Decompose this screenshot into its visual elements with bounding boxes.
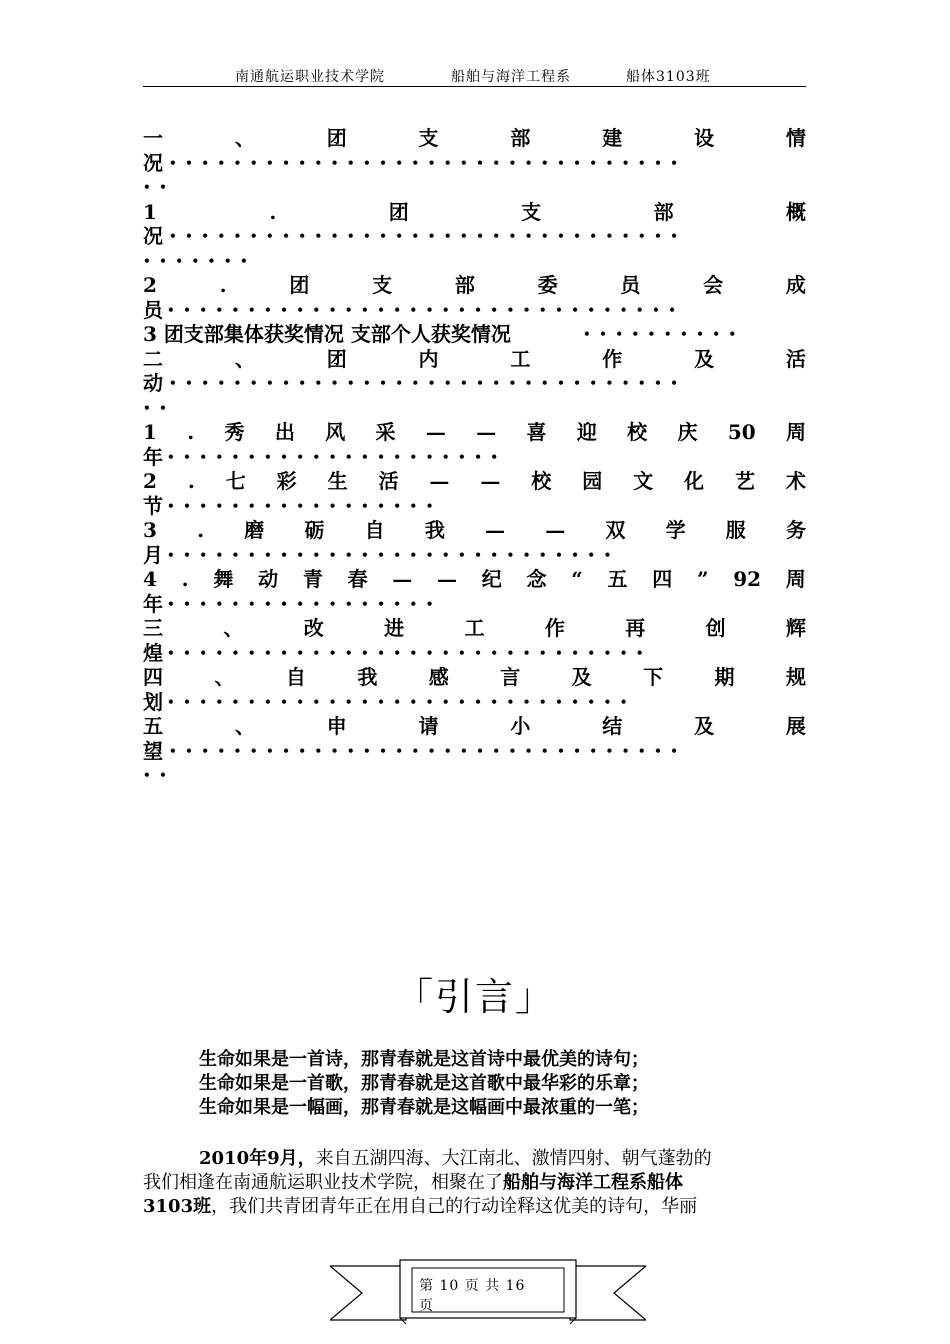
para-text: 我们相逢在南通航运职业技术学院，相聚在了 [143,1172,503,1193]
toc-entry-text: 2 . 团 支 部 委 员 会 成 [143,273,806,297]
toc-line [143,371,806,396]
toc-entry-text: 划 [143,689,163,714]
toc-line [143,126,806,151]
toc-line [143,592,806,617]
toc-line [143,690,806,715]
poem-line: 生命如果是一首歌，那青春就是这首歌中最华彩的乐章； [199,1073,649,1094]
toc-line [143,273,806,298]
toc-line [143,567,806,592]
toc-line [143,396,806,421]
toc-line [143,200,806,225]
para-text: ，我们共青团青年正在用自己的行动诠释这优美的诗句，华丽 [211,1196,698,1217]
toc-line [143,322,806,347]
toc-dot-leader: ••••••••••••••••••••••••••••• [167,694,636,709]
toc-line [143,469,806,494]
toc-entry-text: 况 [143,150,163,175]
toc-entry-text: 况 [143,224,163,248]
toc-line [143,616,806,641]
poem-line: 生命如果是一首诗，那青春就是这首诗中最优美的诗句； [199,1049,649,1070]
toc-dot-leader: •••••••••••••••••••••••••••••• [167,645,653,660]
header-school: 南通航运职业技术学院 [235,69,385,85]
toc-line [143,739,806,764]
toc-entry-text: 1 . 秀 出 风 采 — — 喜 迎 校 庆 50 周 [143,420,806,444]
para-text: 来自五湖四海、大江南北、激情四射、朝气蓬勃的 [315,1148,712,1169]
toc-entry-text: 煌 [143,640,163,665]
toc-line [143,494,806,519]
toc-dot-leader: ••••••••••••••••• [167,596,442,611]
toc-dot-leader: ••••••• [143,253,257,268]
toc-dot-leader: •••••••••••••••••••••••••••••••• [167,302,685,317]
toc-line [143,420,806,445]
toc-entry-text: 3 . 磨 砺 自 我 — — 双 学 服 务 [143,518,806,542]
toc-entry-text: 二 、 团 内 工 作 及 活 [143,346,806,371]
poem-line: 生命如果是一幅画，那青春就是这幅画中最浓重的一笔； [199,1097,649,1118]
toc-entry-text: 五 、 申 请 小 结 及 展 [143,714,806,738]
para-class: 船舶与海洋工程系船体 [503,1172,683,1193]
toc-dot-leader: •••••••••••••••••••••••••••••••• [169,376,687,390]
toc-entry-text: 望 [143,738,163,763]
toc-dot-leader: •••••••••••••••••••••••••••• [167,547,620,562]
para-class: 3103班 [143,1196,212,1217]
toc-line [143,714,806,739]
toc-entry-text: 2 . 七 彩 生 活 — — 校 园 文 化 艺 术 [143,469,806,493]
toc-dot-leader: •• [143,768,176,782]
toc-dot-leader: •• [143,400,176,415]
table-of-contents [143,126,806,788]
toc-line [143,224,806,249]
toc-line [143,175,806,200]
page-number: 第 10 页 共 16 页 [419,1278,526,1314]
toc-entry-text: 4 . 舞 动 青 春 — — 纪 念 “ 五 四 ” 92 周 [143,567,806,591]
toc-line [143,151,806,176]
toc-entry-text: 员 [143,297,163,322]
toc-dot-leader: •••••••••••••••••••••••••••••••• [169,743,687,758]
toc-line [143,665,806,690]
toc-entry-text: 3 团支部集体获奖情况 支部个人获奖情况 [143,322,511,346]
toc-entry-text: 月 [143,542,163,567]
toc-line [143,445,806,470]
header-class: 船体3103班 [626,69,711,85]
toc-entry-text: 一 、 团 支 部 建 设 情 [143,126,806,150]
toc-dot-leader: ••••••••••••••••••••• [167,449,507,464]
toc-entry-text: 年 [143,591,163,616]
page-header [143,66,806,87]
toc-line [143,249,806,274]
toc-line [143,298,806,323]
para-date: 2010年9月， [199,1148,316,1169]
toc-dot-leader: •••••••••••••••••••••••••••••••• [169,155,687,170]
toc-entry-text: 四 、 自 我 感 言 及 下 期 规 [143,665,806,689]
intro-paragraph [143,1147,806,1219]
header-department: 船舶与海洋工程系 [451,69,571,85]
toc-entry-text: 1 . 团 支 部 概 [143,199,806,224]
toc-line [143,518,806,543]
toc-dot-leader: •• [143,180,176,194]
toc-entry-text: 动 [143,371,163,395]
toc-dot-leader: ••••••••••••••••• [167,498,442,513]
toc-line [143,347,806,372]
toc-entry-text: 三 、 改 进 工 作 再 创 辉 [143,616,806,640]
toc-dot-leader: •••••••••• [583,327,745,341]
toc-entry-text: 年 [143,444,163,469]
intro-title: 「引言」 [394,975,555,1019]
toc-line [143,641,806,666]
toc-line [143,763,806,788]
intro-poem [199,1048,649,1120]
toc-entry-text: 节 [143,493,163,518]
toc-line [143,543,806,568]
toc-dot-leader: •••••••••••••••••••••••••••••••• [169,229,687,243]
